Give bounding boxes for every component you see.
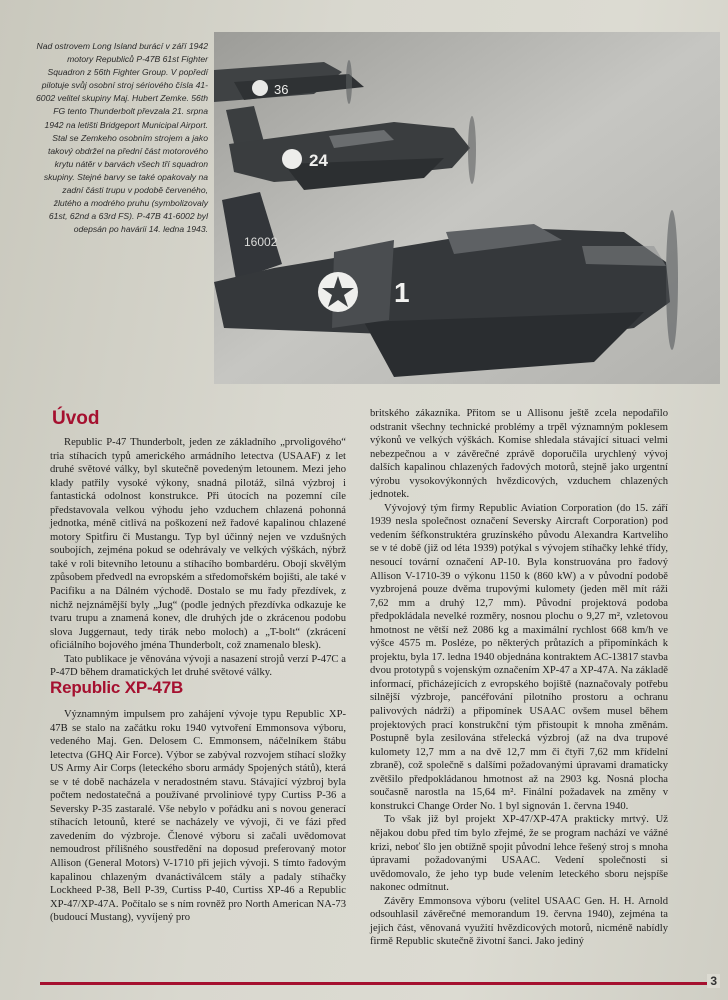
paragraph: Republic P-47 Thunderbolt, jeden ze základního „prvoligového“ tria stíhacích typů amerického armádního letectva (USAAF) z let druhé světové války, byl skutečně povedeným letounem. Mezi jeho klady patřily vysoké výkony, snadná pilotáž, silná výzbroj i fantastická odolnost konstrukce. Při útocích na pozemní cíle představovala velkou výhodu jeho vzduchem chlazená pohonná jednotka, méně citlivá na poškození než řadové kapalinou chlazené motory Spitfiru či Mustangu. Typ byl účinný nejen ve vzdušných soubojích, zejména pokud se odehrávaly ve velkých výškách, nýbrž také v roli bitevního letounu a stíhacího bombardéru. Obojí skvělým způsobem předvedl na evropském a středomořském bojišti, ale také v Pacifiku a na Dálném východě. Dostalo se mu řady přezdívek, z nichž nejznámější byly „Jug“ (podle jedných přezdívka odkazuje ke tvaru trupu a znamená konev, dle druhých jde o zkrácenou podobu slova Juggernaut, tedy tirák nebo moloch) a „T-bolt“ (zkrácení oficiálního bojového jména Thunderbolt, což znamenalo blesk). bbox=[50, 437, 346, 652]
paragraph: britského zákazníka. Přitom se u Allisonu ještě zcela nepodařilo odstranit všechny technické problémy a trpěl významným poklesem výkonů ve velkých výškách. Komise shledala stávající situaci velmi nebezpečnou a v závěrečné zprávě doporučila urychlený vývoj dalších kapalinou chlazených řadových motorů, stejně jako urgentní výrobu vysokovýkonných hvězdicových, vzduchem chlazených jednotek. bbox=[370, 408, 668, 501]
front-plane-serial: 16002 bbox=[244, 235, 278, 249]
footer-rule bbox=[40, 982, 708, 985]
front-plane-code: 1 bbox=[394, 277, 410, 308]
photo-caption: Nad ostrovem Long Island burácí v září 1942 motory Republiců P-47B 61st Fighter Squadron z 56th Fighter Group. V popředí pilotuje svůj osobní stroj sériového čísla 41-6002 velitel skupiny Maj. Hubert Zemke. 56th FG tento Thunderbolt převzala 21. srpna 1942 na letišti Bridgeport Municipal Airport. Stal se Zemkeho osobním strojem a jako takový obdržel na přední část motorového krytu nátěr v barvách všech tří squadron skupiny. Stejné barvy se také opakovaly na zadní části trupu v podobě červeného, žlutého a modrého pruhu (symbolizovaly 61st, 62nd a 63rd FS). P-47B 41-6002 byl odepsán po havárii 14. ledna 1943. bbox=[36, 41, 208, 235]
photo-p47-formation bbox=[214, 32, 720, 384]
rear-plane-code: 36 bbox=[274, 82, 289, 97]
paragraph: Významným impulsem pro zahájení vývoje typu Republic XP-47B se stalo na začátku roku 1940 vytvoření Emmonsova výboru, vedeného Maj. Gen. Delosem C. Emmonsem, náčelníkem štábu letectva (GHQ Air Force). Výbor se zabýval rozvojem stíhací složky US Army Air Corps (leteckého sboru armády Spojených států), která se v té době nacházela v neradostném stavu. Stávající výzbroj byla počtem nedostatečná a používané prvoliniové typy Curtiss P-36 a Seversky P-35 zastaralé. Vše nebylo v pořádku ani s novou generací stíhacích letounů, které se nacházely ve vývoji, či ve fázi před zavedením do výzbroje. Členové výboru si začali uvědomovat nemoudrost přílišného soustředění na doposud preferovaný motor Allison (General Motors) V-1710 při jejich vývoji. S tímto řadovým kapalinou chlazeným dvanáctiválcem stály a padaly stíhačky Lockheed P-38, Bell P-39, Curtiss P-40, Curtiss XP-46 a Republic XP-47/XP-47A. Počítalo se s ním rovněž pro North American NA-73 (budoucí Mustang), vyvíjený pro bbox=[50, 709, 346, 924]
paragraph: To však již byl projekt XP-47/XP-47A prakticky mrtvý. Už nějakou dobu před tím bylo zřejmé, že se program nachází ve vážné krizi, neboť šlo jen obtížně spojit původní lehce řešený stroj s mnoha úpravami požadovanými USAAC. Vedení společnosti si uvědomovalo, že jeho typ bude velením leteckého sboru nejspíše nakonec odmítnut. bbox=[370, 814, 668, 894]
paragraph: Vývojový tým firmy Republic Aviation Corporation (do 15. září 1939 nesla společnost označení Seversky Aircraft Corporation) pod vedením šéfkonstruktéra gruzínského původu Alexandra Kartveliho se v té době (již od léta 1939) potýkal s vývojem stíhačky lehké třídy, nesoucí tovární označení AP-10. Byla konstruována pro řadový Allison V-1710-39 o výkonu 1150 k (860 kW) a v původní podobě vyzbrojená pouze dvěma trupovými kulomety (jeden měl mít ráži 7,62 mm a druhý 12,7 mm). Původní projektová podoba předpokládala nevelké rozměry, nosnou plochu o 9,27 m², vzletovou hmotnost ne větší než 2086 kg a maximální rychlost 668 km/h ve výšce 4575 m. Posléze, po některých průtazích a připomínkách k projektu, byla 17. ledna 1940 objednána kontraktem AC-13817 stavba dvou prototypů s vojenským označením XP-47 a XP-47A. Na základě informací, přicházejících z evropského bojiště (naznačovaly potřebu silnější výzbroje, pancéřování pilotního prostoru a ochranu palivových nádrží) a připomínek USAAC ovšem musel během projektových prací konstrukční tým přistoupit k mnoha změnám. Postupně byla zesilována střelecká výzbroj (až na dva trupové kulomety 12,7 mm a na dvě 12,7 mm či čtyři 7,62 mm křídelní zbraně), což společně s dalšími požadovanými úpravami dramaticky zvětšilo předpokládanou hmotnost až na 2903 kg. Nosná plocha současně narostla na 15,64 m². Finální požadavek na změny v konstrukci Change Order No. 1 byl signován 1. června 1940. bbox=[370, 502, 668, 812]
uvod-text bbox=[50, 436, 346, 680]
middle-plane-code: 24 bbox=[309, 151, 328, 170]
paragraph: Tato publikace je věnována vývoji a nasazení strojů verzí P-47C a P-47D během dramatických let druhé světové války. bbox=[50, 653, 346, 679]
aircraft-photo bbox=[214, 32, 720, 384]
section-title-xp47b: Republic XP-47B bbox=[50, 678, 184, 697]
section-title-uvod: Úvod bbox=[52, 408, 100, 429]
xp47b-text bbox=[50, 708, 346, 925]
right-column-text bbox=[370, 407, 668, 949]
paragraph: Závěry Emmonsova výboru (velitel USAAC Gen. H. H. Arnold odsouhlasil závěrečné memorandum 19. června 1940), zejména ta jejich část, věnovaná využití hvězdicových motorů, nicméně nabídly firmě Republic skutečně životní šanci. Jako jediný bbox=[370, 895, 668, 948]
page-number: 3 bbox=[707, 974, 720, 988]
